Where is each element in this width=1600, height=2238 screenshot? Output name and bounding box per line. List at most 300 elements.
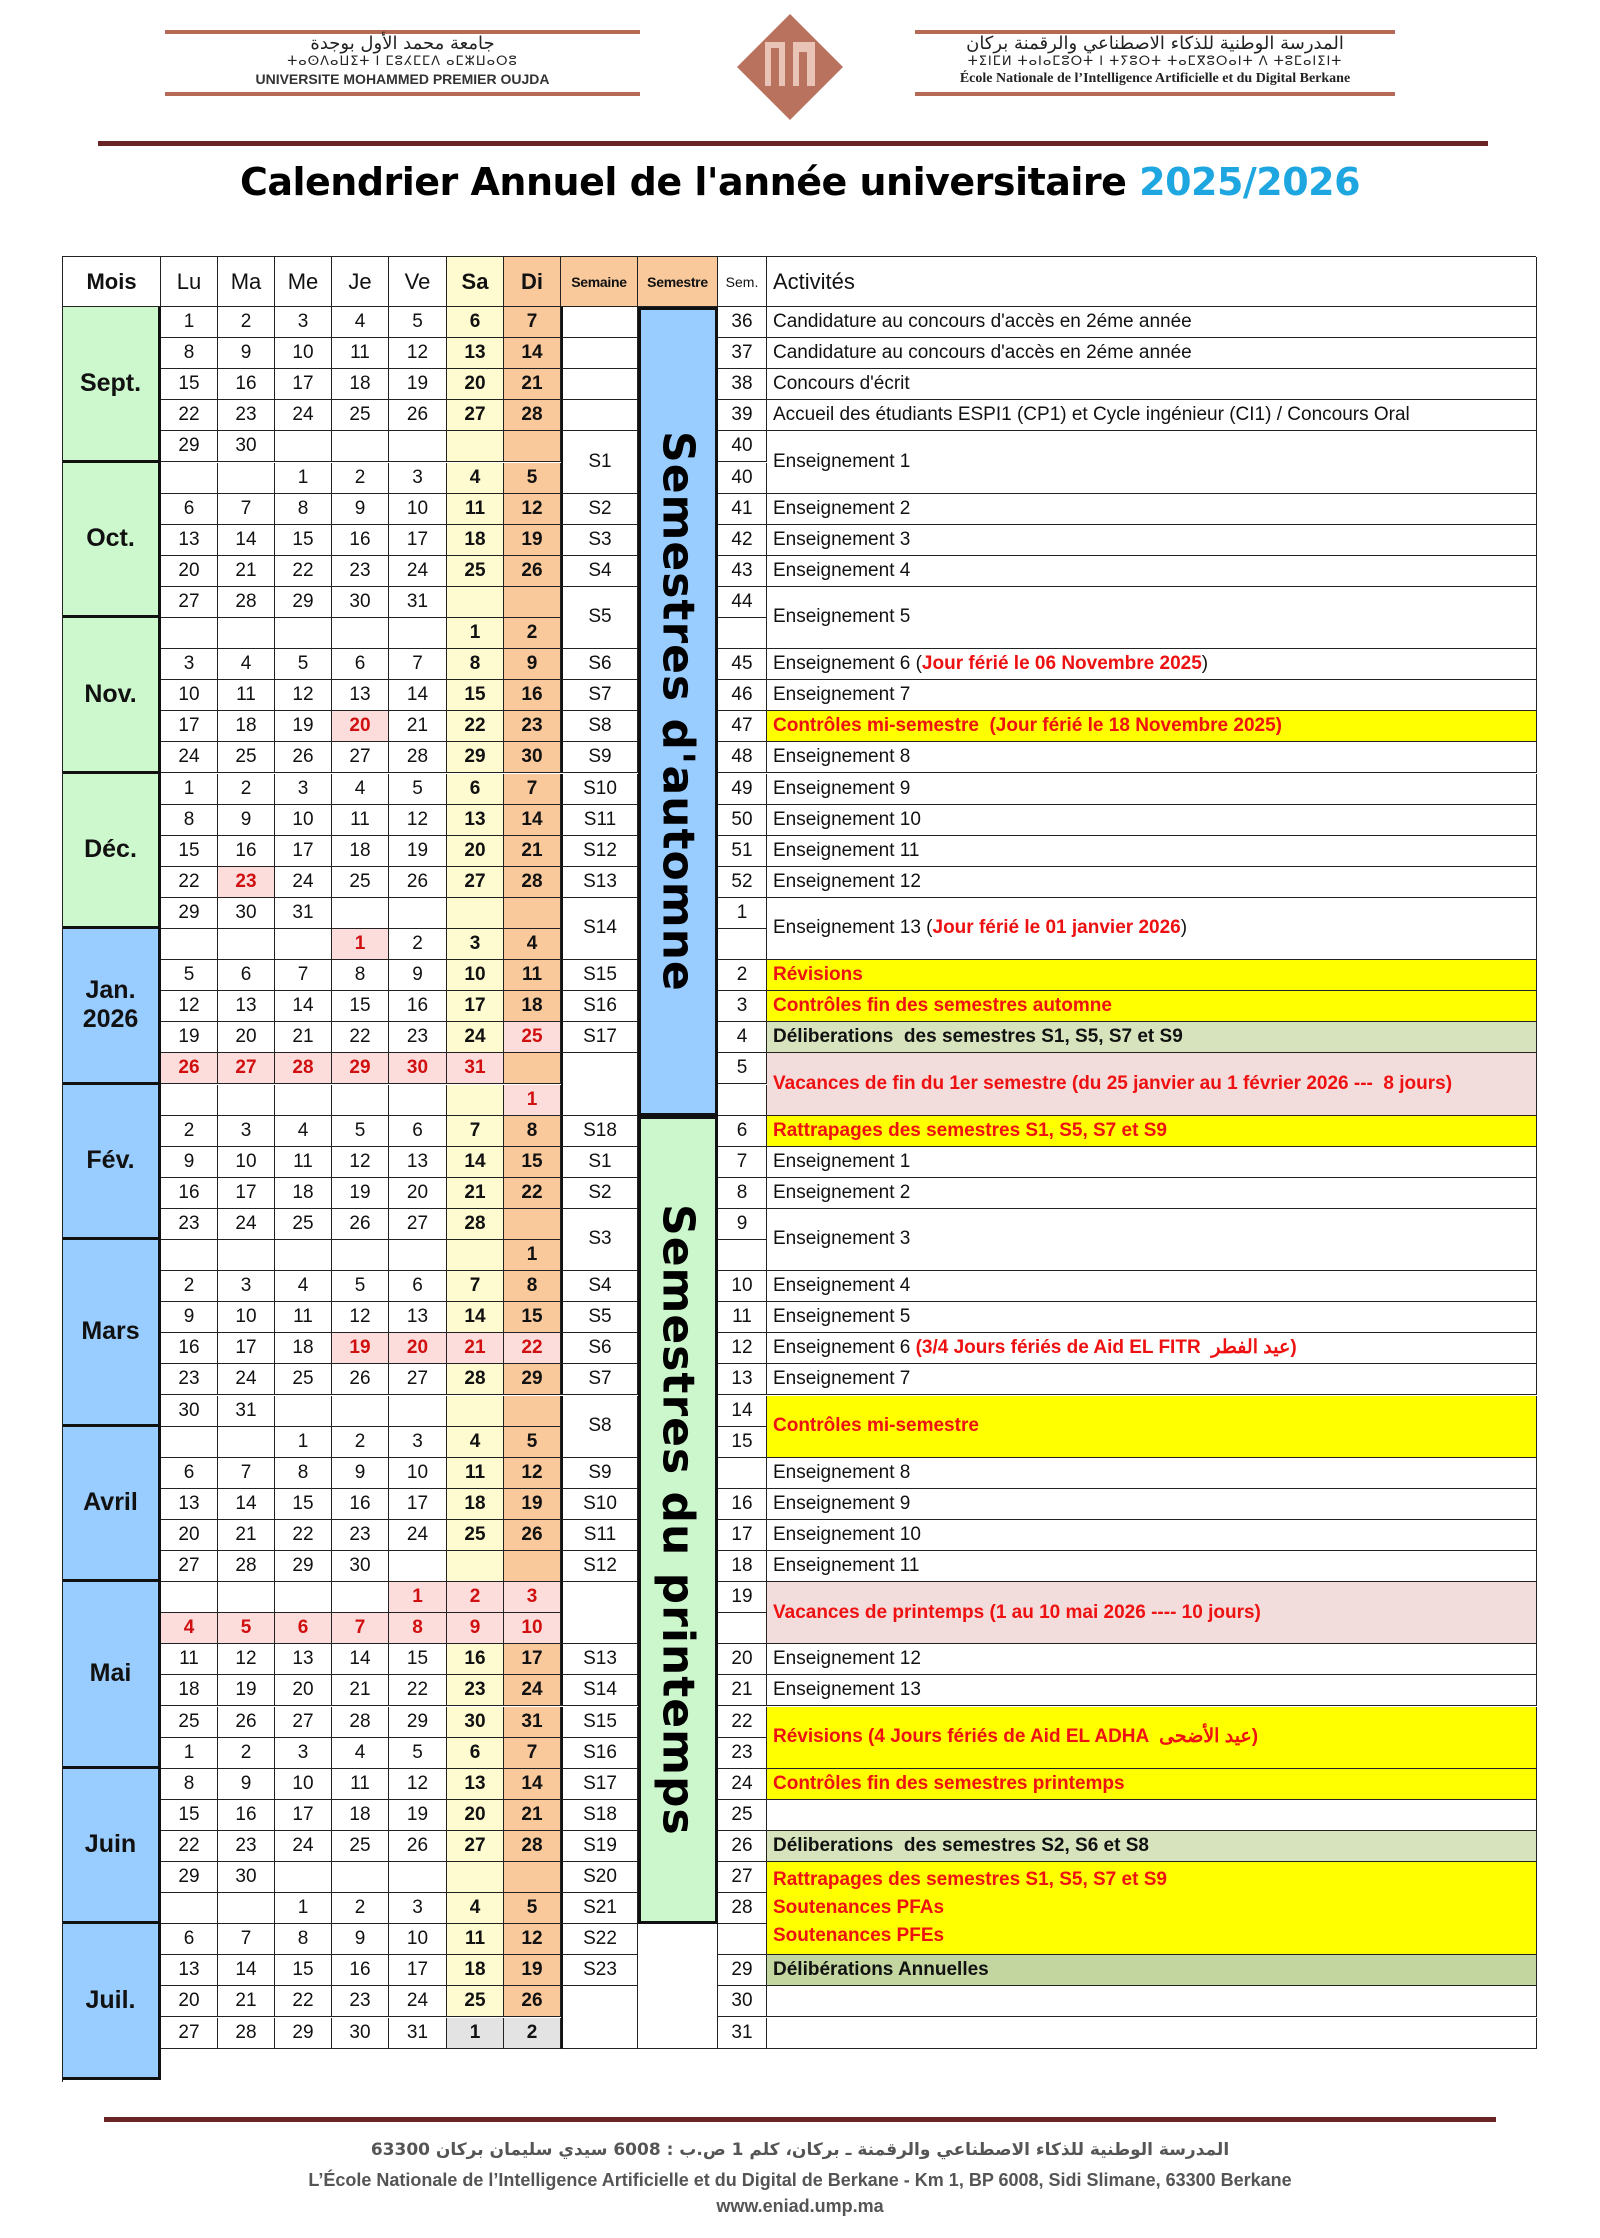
day-cell: 14 [447,1147,504,1178]
day-cell: 20 [447,369,504,400]
day-cell: 23 [332,556,389,587]
day-cell: 3 [275,1738,332,1769]
day-cell [447,898,504,929]
day-cell: 19 [504,1489,561,1520]
school-name-tifinagh: ⵜⵉⵏⵎⵍ ⵜⴰⵏⴰⵎⵓⵔⵜ ⵏ ⵜⵢⵓⵔⵜ ⵜⴰⵎⴳⵓⵔⴰⵏⵜ ⴷ ⵜⵓⵎⴰⵏⵉⵏⵜ [967,54,1343,69]
day-cell: 27 [161,587,218,618]
week-number: 24 [718,1769,767,1800]
day-cell: 29 [275,587,332,618]
day-cell [275,1582,332,1613]
day-cell: 2 [218,307,275,338]
week-number: 16 [718,1489,767,1520]
day-cell: 9 [218,338,275,369]
day-cell: 16 [161,1333,218,1364]
day-cell: 15 [275,525,332,556]
day-cell: 17 [504,1644,561,1675]
header-activites: Activités [767,257,1537,307]
day-cell: 11 [332,1769,389,1800]
day-cell: 21 [218,1520,275,1551]
activity-cell [767,431,1537,493]
day-cell: 11 [332,805,389,836]
day-cell: 1 [389,1582,447,1613]
day-cell [447,1396,504,1427]
day-cell: 7 [447,1116,504,1147]
day-cell [504,898,561,929]
week-number: 6 [718,1116,767,1147]
day-cell: 9 [504,649,561,680]
day-cell [504,1209,561,1240]
day-cell: 28 [504,867,561,898]
day-cell: 22 [332,1022,389,1053]
day-cell: 22 [275,556,332,587]
day-cell: 20 [218,1022,275,1053]
week-number: 39 [718,400,767,431]
day-cell: 21 [218,1986,275,2017]
activity-cell [767,1955,1537,1986]
week-label [561,1582,638,1644]
activity-cell [767,1675,1537,1706]
day-cell: 18 [504,991,561,1022]
day-cell: 30 [447,1707,504,1738]
day-cell [504,431,561,462]
activity-cell [767,369,1537,400]
week-number: 45 [718,649,767,680]
school-banner [915,30,1395,96]
day-cell: 6 [389,1271,447,1302]
day-cell: 15 [275,1955,332,1986]
day-cell: 14 [275,991,332,1022]
day-cell: 25 [447,556,504,587]
week-number: 47 [718,711,767,742]
day-cell: 15 [447,680,504,711]
day-cell: 18 [332,836,389,867]
day-cell: 14 [504,1769,561,1800]
day-cell: 23 [332,1520,389,1551]
day-cell [275,1085,332,1116]
activity-cell [767,805,1537,836]
activity-cell [767,898,1537,960]
university-name-arabic: جامعة محمد الأول بوجدة [310,33,495,54]
week-label: S10 [561,774,638,805]
day-cell: 3 [161,649,218,680]
header-divider [98,141,1488,146]
day-cell: 7 [218,1458,275,1489]
day-cell [161,929,218,960]
day-cell: 27 [161,1551,218,1582]
activity-cell [767,1520,1537,1551]
day-cell: 11 [218,680,275,711]
day-cell [447,587,504,618]
day-cell: 6 [161,494,218,525]
day-cell: 29 [447,742,504,773]
day-cell: 20 [161,1520,218,1551]
day-cell: 17 [161,711,218,742]
day-cell: 24 [389,556,447,587]
day-cell: 17 [275,369,332,400]
university-name-tifinagh: ⵜⴰⵙⴷⴰⵡⵉⵜ ⵏ ⵎⵓⵃⵎⵎⴷ ⴰⵎⵣⵡⴰⵔⵓ [287,54,518,69]
day-cell: 4 [332,1738,389,1769]
day-cell: 31 [389,2018,447,2049]
activity-cell [767,742,1537,773]
week-label: S12 [561,1551,638,1582]
calendar-table [62,256,1536,2082]
day-cell: 24 [389,1520,447,1551]
day-cell [218,1240,275,1271]
activity-text: Enseignement 12 [773,870,921,892]
day-cell: 5 [389,1738,447,1769]
activity-text: Contrôles mi-semestre [773,1415,979,1437]
day-cell: 21 [504,836,561,867]
day-cell: 27 [218,1053,275,1084]
activity-cell [767,494,1537,525]
day-cell: 24 [218,1364,275,1395]
week-number: 44 [718,587,767,618]
header-mois: Mois [63,257,161,307]
activity-text: Enseignement 13 ( [773,917,933,939]
day-cell [161,1240,218,1271]
day-cell: 28 [332,1707,389,1738]
activity-text: Enseignement 11 [773,839,920,861]
activity-text: Révisions [773,964,863,986]
day-cell: 22 [275,1986,332,2017]
day-cell: 16 [218,836,275,867]
day-cell: 19 [389,369,447,400]
day-cell: 17 [218,1178,275,1209]
activity-text: ) [1201,653,1209,675]
day-cell: 16 [332,1489,389,1520]
header-je: Je [332,257,389,307]
day-cell: 30 [504,742,561,773]
week-label: S6 [561,1333,638,1364]
day-cell: 30 [389,1053,447,1084]
day-cell: 23 [218,867,275,898]
activity-text: Candidature au concours d'accès en 2éme année [773,311,1192,333]
day-cell: 24 [389,1986,447,2017]
day-cell: 26 [504,556,561,587]
day-cell: 10 [218,1302,275,1333]
school-name-french: École Nationale de l’Intelligence Artificielle et du Digital Berkane [959,71,1351,86]
activity-cell [767,867,1537,898]
day-cell: 21 [504,369,561,400]
week-label: S12 [561,836,638,867]
day-cell: 23 [218,400,275,431]
day-cell: 26 [218,1707,275,1738]
week-number: 40 [718,463,767,494]
day-cell: 5 [332,1271,389,1302]
day-cell: 23 [447,1675,504,1706]
day-cell [332,431,389,462]
day-cell: 7 [218,494,275,525]
day-cell: 20 [447,836,504,867]
day-cell: 27 [332,742,389,773]
week-number: 38 [718,369,767,400]
day-cell: 7 [275,960,332,991]
activity-cell [767,338,1537,369]
day-cell: 19 [389,836,447,867]
day-cell: 28 [504,400,561,431]
week-number: 2 [718,960,767,991]
week-number [718,1924,767,1955]
day-cell: 22 [447,711,504,742]
day-cell [275,618,332,649]
day-cell: 4 [332,307,389,338]
day-cell: 7 [504,1738,561,1769]
day-cell [218,463,275,494]
week-label: S7 [561,1364,638,1395]
day-cell: 29 [161,898,218,929]
title-year: 2025/2026 [1139,160,1361,204]
day-cell: 5 [389,307,447,338]
month-label: Oct. [63,463,161,619]
day-cell [161,1893,218,1924]
day-cell: 25 [218,742,275,773]
day-cell: 16 [447,1644,504,1675]
day-cell: 2 [218,774,275,805]
week-label: S4 [561,556,638,587]
day-cell [389,431,447,462]
week-label: S2 [561,494,638,525]
day-cell: 22 [389,1675,447,1706]
week-number: 48 [718,742,767,773]
day-cell: 28 [447,1364,504,1395]
day-cell: 25 [447,1520,504,1551]
day-cell: 20 [332,711,389,742]
week-label: S7 [561,680,638,711]
header-lu: Lu [161,257,218,307]
week-label: S16 [561,1738,638,1769]
university-emblem-icon [735,12,845,122]
day-cell: 19 [389,1800,447,1831]
week-label: S16 [561,991,638,1022]
day-cell: 3 [218,1116,275,1147]
week-number: 40 [718,431,767,462]
day-cell: 28 [218,587,275,618]
day-cell: 3 [218,1271,275,1302]
university-banner [165,30,640,96]
activity-text: Soutenances PFAs [773,1897,945,1919]
day-cell: 23 [504,711,561,742]
day-cell: 28 [275,1053,332,1084]
footer-website[interactable]: www.eniad.ump.ma [716,2196,884,2216]
day-cell: 21 [332,1675,389,1706]
week-number [718,1240,767,1271]
week-number: 50 [718,805,767,836]
day-cell [504,1053,561,1084]
day-cell: 19 [218,1675,275,1706]
activity-text: Déliberations des semestres S1, S5, S7 et S9 [773,1026,1183,1048]
day-cell: 3 [389,1893,447,1924]
activity-text: Enseignement 2 [773,1181,911,1203]
day-cell: 25 [275,1364,332,1395]
activity-cell [767,1302,1537,1333]
day-cell: 7 [218,1924,275,1955]
semester-autumn-label: Semestres d'automne [652,430,704,992]
day-cell: 4 [275,1116,332,1147]
day-cell: 18 [218,711,275,742]
day-cell: 10 [218,1147,275,1178]
day-cell: 10 [275,1769,332,1800]
month-label: Mai [63,1582,161,1769]
day-cell: 29 [275,2018,332,2049]
day-cell: 24 [275,400,332,431]
day-cell: 9 [332,1458,389,1489]
day-cell: 12 [389,1769,447,1800]
day-cell [275,431,332,462]
day-cell: 29 [504,1364,561,1395]
week-label: S10 [561,1489,638,1520]
week-number: 27 [718,1862,767,1893]
day-cell: 11 [447,1924,504,1955]
activity-cell [767,587,1537,649]
week-label [561,400,638,431]
day-cell: 19 [161,1022,218,1053]
day-cell: 6 [389,1116,447,1147]
day-cell: 14 [218,1955,275,1986]
day-cell: 23 [218,1831,275,1862]
day-cell: 5 [332,1116,389,1147]
day-cell [447,1862,504,1893]
activity-cell [767,649,1537,680]
month-label: Juin [63,1769,161,1925]
activity-cell [767,711,1537,742]
activity-text: ) [1180,917,1188,939]
activity-cell [767,1800,1537,1831]
day-cell: 13 [275,1644,332,1675]
week-label: S5 [561,587,638,649]
day-cell: 2 [332,463,389,494]
day-cell: 17 [389,525,447,556]
day-cell: 28 [447,1209,504,1240]
day-cell [447,1551,504,1582]
week-label: S18 [561,1116,638,1147]
week-label: S14 [561,1675,638,1706]
activity-cell [767,960,1537,991]
day-cell [504,587,561,618]
week-label: S13 [561,1644,638,1675]
activity-cell [767,836,1537,867]
day-cell: 20 [389,1178,447,1209]
activity-text: Enseignement 10 [773,1523,921,1545]
day-cell: 20 [161,556,218,587]
day-cell: 21 [275,1022,332,1053]
day-cell: 17 [389,1489,447,1520]
day-cell: 8 [275,494,332,525]
week-number: 42 [718,525,767,556]
day-cell: 9 [218,1769,275,1800]
activity-cell [767,1551,1537,1582]
activity-cell [767,1053,1537,1115]
activity-text: Jour férié le 01 janvier 2026 [932,917,1181,939]
day-cell: 10 [389,494,447,525]
day-cell: 27 [275,1707,332,1738]
day-cell: 5 [218,1613,275,1644]
day-cell: 28 [218,2018,275,2049]
day-cell: 26 [275,742,332,773]
activity-cell [767,307,1537,338]
week-label: S4 [561,1271,638,1302]
month-label: Juil. [63,1924,161,2080]
activity-text: Révisions (4 Jours fériés de Aid EL ADHA عيد الأضحى) [773,1726,1259,1748]
day-cell: 2 [332,1427,389,1458]
day-cell: 14 [218,1489,275,1520]
week-label: S17 [561,1769,638,1800]
activity-cell [767,1769,1537,1800]
day-cell: 8 [275,1458,332,1489]
day-cell: 8 [447,649,504,680]
day-cell: 13 [161,525,218,556]
day-cell: 24 [447,1022,504,1053]
day-cell: 11 [161,1644,218,1675]
day-cell: 10 [275,805,332,836]
activity-cell [767,1644,1537,1675]
day-cell: 4 [447,463,504,494]
day-cell [332,1582,389,1613]
day-cell: 18 [161,1675,218,1706]
day-cell [161,1427,218,1458]
week-label: S17 [561,1022,638,1053]
footer-address: L’École Nationale de l’Intelligence Artificielle et du Digital de Berkane - Km 1, BP 6008, Sidi Slimane, 63300 Berkane [308,2170,1292,2190]
day-cell: 2 [504,2018,561,2049]
activity-cell [767,1271,1537,1302]
activity-text: Enseignement 2 [773,497,911,519]
week-number: 22 [718,1707,767,1738]
day-cell: 5 [504,1893,561,1924]
day-cell: 18 [275,1178,332,1209]
activity-cell [767,556,1537,587]
day-cell [275,1862,332,1893]
day-cell: 13 [161,1489,218,1520]
week-number: 21 [718,1675,767,1706]
day-cell [218,929,275,960]
week-label: S19 [561,1831,638,1862]
day-cell: 6 [447,774,504,805]
day-cell: 21 [447,1333,504,1364]
day-cell: 15 [504,1302,561,1333]
week-label: S11 [561,1520,638,1551]
day-cell: 22 [504,1178,561,1209]
day-cell: 19 [332,1333,389,1364]
day-cell: 23 [389,1022,447,1053]
week-label: S9 [561,742,638,773]
day-cell: 24 [275,867,332,898]
activity-text: Enseignement 6 ( [773,653,922,675]
day-cell: 9 [332,494,389,525]
day-cell: 3 [447,929,504,960]
footer-divider [104,2117,1496,2122]
activity-cell [767,991,1537,1022]
day-cell: 8 [332,960,389,991]
day-cell: 7 [389,649,447,680]
day-cell: 15 [161,1800,218,1831]
activity-text: Contrôles fin des semestres printemps [773,1772,1125,1794]
day-cell: 25 [447,1986,504,2017]
activity-text: Accueil des étudiants ESPI1 (CP1) et Cycle ingénieur (CI1) / Concours Oral [773,404,1410,426]
day-cell: 10 [389,1458,447,1489]
day-cell: 1 [504,1240,561,1271]
day-cell [389,1240,447,1271]
day-cell: 22 [275,1520,332,1551]
day-cell: 27 [389,1364,447,1395]
day-cell: 29 [275,1551,332,1582]
week-number: 18 [718,1551,767,1582]
day-cell: 23 [332,1986,389,2017]
activity-cell [767,1178,1537,1209]
activity-text: Enseignement 8 [773,1461,911,1483]
day-cell [275,929,332,960]
week-label [561,369,638,400]
day-cell: 6 [332,649,389,680]
week-label: S13 [561,867,638,898]
